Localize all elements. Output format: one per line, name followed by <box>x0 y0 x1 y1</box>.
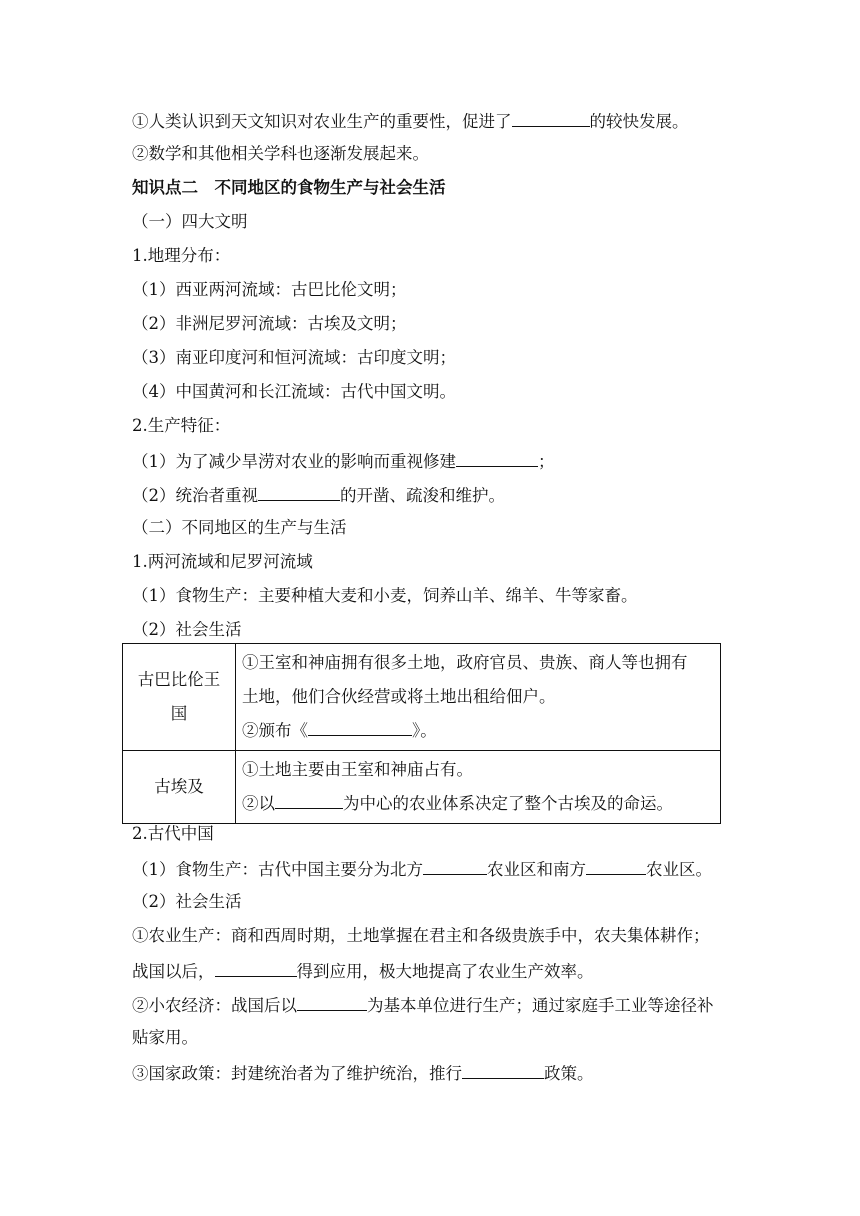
subsection-title: （一）四大文明 <box>132 212 248 231</box>
text-line <box>132 1061 594 1085</box>
sentence: 农业区和南方 <box>487 860 586 879</box>
table-cell-description <box>236 644 721 751</box>
table-cell-description <box>236 751 721 824</box>
list-item: （2）社会生活 <box>132 892 242 911</box>
fill-blank[interactable] <box>423 857 487 875</box>
fill-blank[interactable] <box>308 718 412 736</box>
table-cell-civilization <box>123 751 236 824</box>
cell-text: 国 <box>170 704 188 723</box>
cell-text: 古巴比伦王 <box>137 670 221 689</box>
cell-text: ①王室和神庙拥有很多土地，政府官员、贵族、商人等也拥有 <box>242 653 688 672</box>
text-line: 1.两河流域和尼罗河流域 <box>132 552 313 571</box>
text-line: ②数学和其他相关学科也逐渐发展起来。 <box>132 144 429 163</box>
subsection-title: （二）不同地区的生产与生活 <box>132 518 347 537</box>
cell-text <box>242 787 720 821</box>
table-cell-civilization <box>123 644 236 751</box>
fill-blank[interactable] <box>456 449 538 467</box>
fill-blank[interactable] <box>215 959 297 977</box>
sentence: 的开凿、疏浚和维护。 <box>340 486 505 505</box>
text-line <box>132 959 594 983</box>
list-item: （4）中国黄河和长江流域：古代中国文明。 <box>132 382 456 401</box>
cell-text: 古埃及 <box>154 777 204 796</box>
fill-blank[interactable] <box>512 109 590 127</box>
fill-blank[interactable] <box>275 791 343 809</box>
list-item: （1）食物生产：主要种植大麦和小麦，饲养山羊、绵羊、牛等家畜。 <box>132 586 638 605</box>
text-line: ①农业生产：商和西周时期，土地掌握在君主和各级贵族手中，农夫集体耕作； <box>132 926 710 945</box>
text-line: 2.生产特征： <box>132 416 231 435</box>
sentence: ③国家政策：封建统治者为了维护统治，推行 <box>132 1064 462 1083</box>
fill-blank[interactable] <box>258 483 340 501</box>
text-line <box>132 109 689 133</box>
sentence: ②小农经济：战国后以 <box>132 996 297 1015</box>
sentence: 政策。 <box>544 1064 594 1083</box>
cell-text <box>242 714 720 748</box>
sentence: （2）统治者重视 <box>132 486 258 505</box>
sentence: ②颁布《 <box>242 721 308 740</box>
list-item: （2）社会生活 <box>132 620 242 639</box>
list-item <box>132 449 555 473</box>
sentence: ②以 <box>242 794 275 813</box>
list-item: （3）南亚印度河和恒河流域：古印度文明； <box>132 348 456 367</box>
sentence: 农业区。 <box>646 860 712 879</box>
fill-blank[interactable] <box>297 993 367 1011</box>
cell-text: ①土地主要由王室和神庙占有。 <box>242 760 473 779</box>
list-item: （2）非洲尼罗河流域：古埃及文明； <box>132 314 407 333</box>
sentence: ①人类认识到天文知识对农业生产的重要性，促进了 <box>132 112 512 131</box>
text-line: 2.古代中国 <box>132 824 214 843</box>
fill-blank[interactable] <box>462 1061 544 1079</box>
sentence: ； <box>538 452 555 471</box>
list-item: （1）西亚两河流域：古巴比伦文明； <box>132 280 407 299</box>
cell-text: 土地，他们合伙经营或将土地出租给佃户。 <box>242 687 556 706</box>
section-heading: 知识点二 不同地区的食物生产与社会生活 <box>132 178 446 197</box>
sentence: 战国以后， <box>132 962 215 981</box>
list-item <box>132 483 505 507</box>
sentence: 为基本单位进行生产；通过家庭手工业等途径补 <box>367 996 714 1015</box>
sentence: 为中心的农业体系决定了整个古埃及的命运。 <box>343 794 673 813</box>
text-line: 贴家用。 <box>132 1028 198 1047</box>
sentence: （1）为了减少旱涝对农业的影响而重视修建 <box>132 452 456 471</box>
sentence: 》。 <box>412 721 437 740</box>
table-row <box>123 751 721 824</box>
fill-blank[interactable] <box>586 857 646 875</box>
list-item <box>132 857 712 881</box>
sentence: （1）食物生产：古代中国主要分为北方 <box>132 860 423 879</box>
table-row <box>123 644 721 751</box>
sentence: 得到应用，极大地提高了农业生产效率。 <box>296 962 594 981</box>
sentence: 的较快发展。 <box>589 112 689 131</box>
social-life-table <box>122 643 721 824</box>
text-line <box>132 993 714 1017</box>
text-line: 1.地理分布： <box>132 246 231 265</box>
